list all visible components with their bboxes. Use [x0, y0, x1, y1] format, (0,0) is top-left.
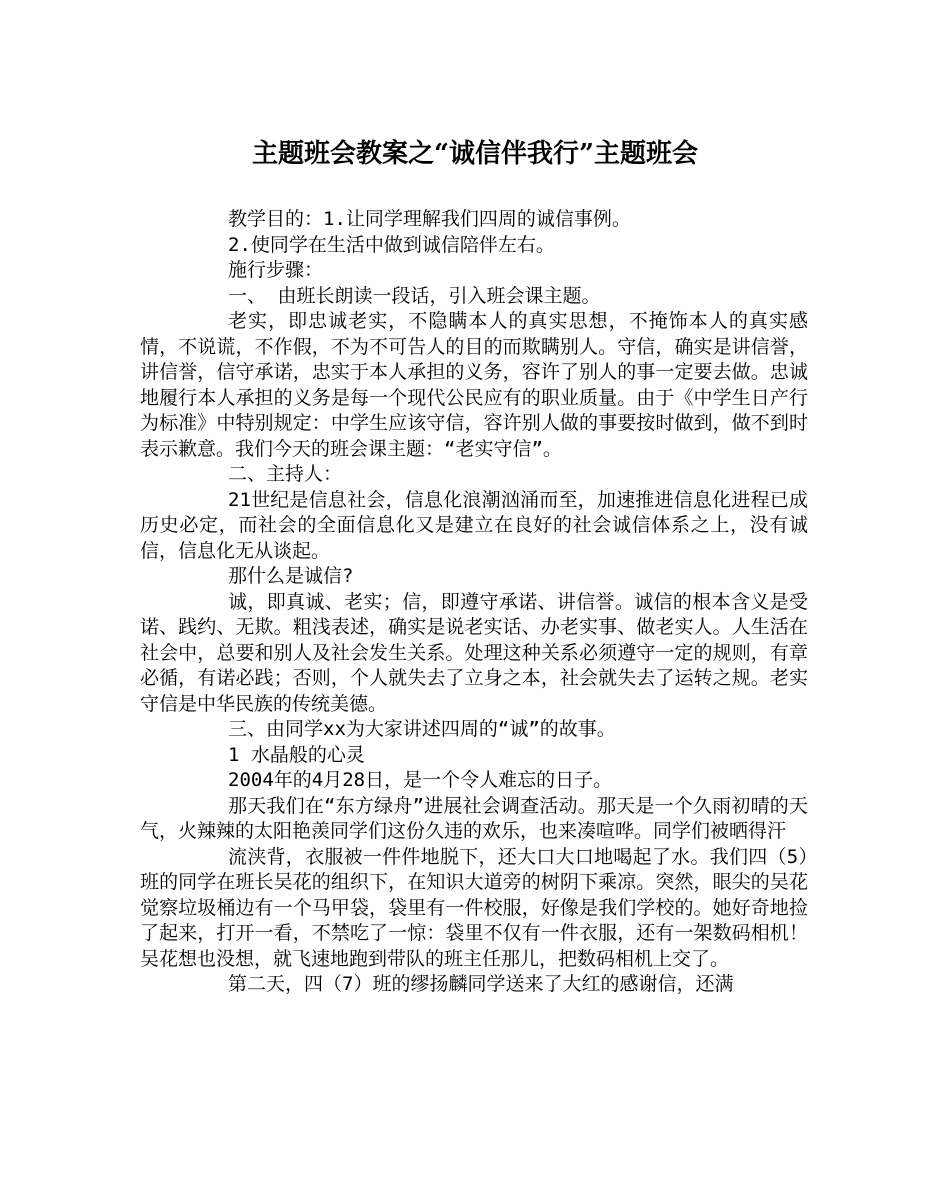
paragraph-teaching-goal: 教学目的：1.让同学理解我们四周的诚信事例。	[228, 208, 631, 230]
paragraph-teaching-goal-2: 2.使同学在生活中做到诚信陪伴左右。	[228, 233, 555, 256]
paragraph-story-part-2: 流浃背，衣服被一件件地脱下，还大口大口地喝起了水。我们四（5）班的同学在班长吴花的组织下，在知识大道旁的树阴下乘凉。突然，眼尖的吴花觉察垃圾桶边有一个马甲袋，袋里有一件校服，好像是我们学校的。她好奇地捡了起来，打开一看，不禁吃了一惊：袋里不仅有一件衣服，还有一架数码相机！吴花想也没想，就飞速地跑到带队的班主任那儿，把数码相机上交了。	[140, 845, 808, 970]
paragraph-what-is-integrity: 那什么是诚信?	[228, 565, 354, 587]
paragraph-information-society: 21世纪是信息社会，信息化浪潮汹涌而至，加速推进信息化进程已成历史必定，而社会的全面信息化又是建立在良好的社会诚信体系之上，没有诚信，信息化无从谈起。	[140, 488, 808, 562]
paragraph-step-one: 一、 由班长朗读一段话，引入班会课主题。	[228, 284, 601, 307]
paragraph-step-two-host: 二、主持人：	[228, 463, 343, 485]
paragraph-honesty-definition: 老实，即忠诚老实，不隐瞒本人的真实思想，不掩饰本人的真实感情，不说谎，不作假，不为不可告人的目的而欺瞒别人。守信，确实是讲信誉，讲信誉，信守承诺，忠实于本人承担的义务，容许了别人的事一定要去做。忠诚地履行本人承担的义务是每一个现代公民应有的职业质量。由于《中学生日产行为标准》中特别规定：中学生应该守信，容许别人做的事要按时做到，做不到时表示歉意。我们今天的班会课主题：“老实守信”。	[140, 310, 808, 460]
document-title: 主题班会教案之“诚信伴我行”主题班会	[252, 139, 698, 169]
paragraph-step-three: 三、由同学xx为大家讲述四周的“诚”的故事。	[228, 718, 616, 740]
paragraph-story-part-3: 第二天，四（7）班的缪扬麟同学送来了大红的感谢信，还满	[228, 973, 734, 995]
paragraph-story-title: 1 水晶般的心灵	[228, 743, 365, 766]
paragraph-story-part-1: 那天我们在“东方绿舟”进展社会调查活动。那天是一个久雨初晴的天气，火辣辣的太阳艳羡同学们这份久违的欢乐，也来凑喧哗。同学们被晒得汗	[140, 794, 808, 842]
document-body	[140, 207, 808, 998]
paragraph-steps-heading: 施行步骤：	[228, 259, 324, 281]
paragraph-story-date: 2004年的4月28日，是一个令人难忘的日子。	[228, 769, 613, 791]
paragraph-integrity-meaning: 诚，即真诚、老实；信，即遵守承诺、讲信誉。诚信的根本含义是受诺、践约、无欺。粗浅表述，确实是说老实话、办老实事、做老实人。人生活在社会中，总要和别人及社会发生关系。处理这种关系必须遵守一定的规则，有章必循，有诺必践；否则，个人就失去了立身之本，社会就失去了运转之规。老实守信是中华民族的传统美德。	[140, 590, 808, 715]
